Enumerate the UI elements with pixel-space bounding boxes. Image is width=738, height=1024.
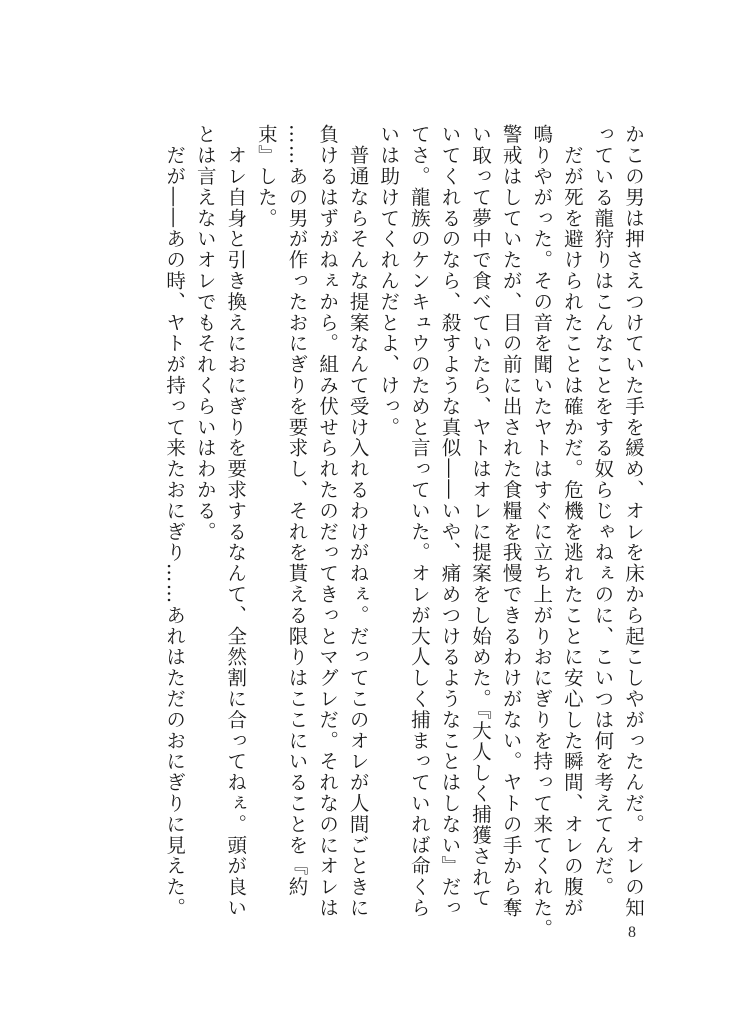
text-line: 普通ならそんな提案なんて受け入れるわけがねぇ。だってこのオレが人間ごときに bbox=[346, 124, 370, 919]
text-line: いてくれるのなら、殺すような真似――いや、痛めつけるようなことはしない』だっ bbox=[438, 124, 462, 919]
text-line: 鳴りやがった。その音を聞いたヤトはすぐに立ち上がりおにぎりを持って来てくれた。 bbox=[530, 124, 554, 940]
text-line: 警戒はしていたが、目の前に出された食糧を我慢できるわけがない。ヤトの手から奪 bbox=[499, 124, 523, 919]
text-line: ……あの男が作ったおにぎりを要求し、それを貰える限りはここにいることを『約 bbox=[285, 124, 309, 898]
text-line: かこの男は押さえつけていた手を緩め、オレを床から起こしやがったんだ。オレの知 bbox=[622, 124, 645, 919]
body-text bbox=[159, 124, 649, 940]
text-line: 束』した。 bbox=[254, 124, 278, 229]
text-line: っている龍狩りはこんなことをする奴らじゃねぇのに、こいつは何を考えてんだ。 bbox=[591, 124, 615, 898]
text-line: てさ。龍族のケンキュウのためと言っていた。オレが大人しく捕まっていれば命くら bbox=[407, 124, 431, 919]
text-line: とは言えないオレでもそれくらいはわかる。 bbox=[193, 124, 217, 542]
text-line: だが――あの時、ヤトが持って来たおにぎり……あれはただのおにぎりに見えた。 bbox=[163, 124, 187, 919]
text-line: いは助けてくれんだとよ、けっ。 bbox=[377, 124, 401, 438]
text-line: 負けるはずがねぇから。組み伏せられたのだってきっとマグレだ。それなのにオレは bbox=[316, 124, 340, 919]
text-line: オレ自身と引き換えにおにぎりを要求するなんて、全然割に合ってねぇ。頭が良い bbox=[224, 124, 248, 919]
text-line: い取って夢中で食べていたら、ヤトはオレに提案をし始めた。『大人しく捕獲されて bbox=[469, 124, 493, 909]
text-line: だが死を避けられたことは確かだ。危機を逃れたことに安心した瞬間、オレの腹が bbox=[560, 124, 584, 919]
page-number: 8 bbox=[628, 924, 636, 941]
